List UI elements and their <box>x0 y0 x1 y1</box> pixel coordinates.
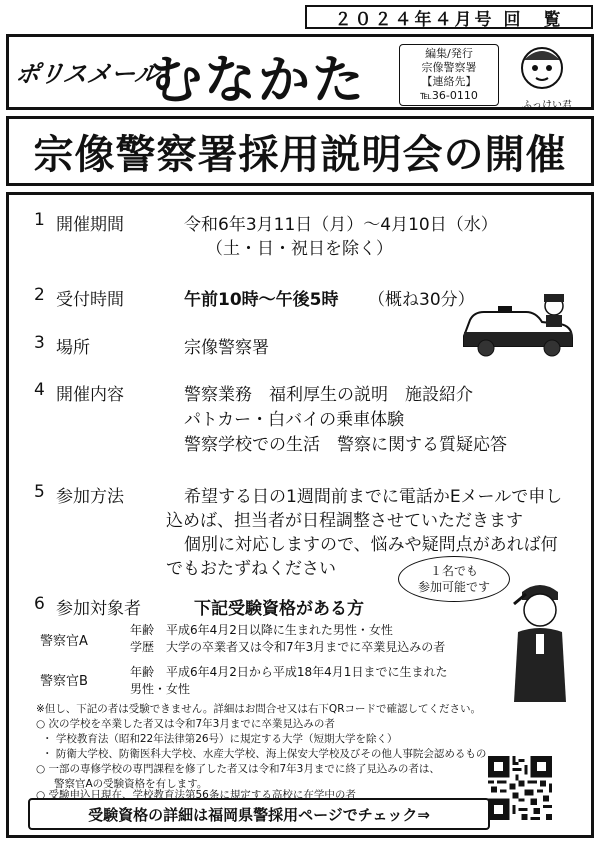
item-label: 場所 <box>56 338 90 358</box>
patrol-car-icon <box>460 284 580 360</box>
issue-banner: ２０２４年４月号 回 覧 <box>305 5 593 29</box>
item-label: 開催内容 <box>56 385 124 405</box>
footer-banner[interactable]: 受験資格の詳細は福岡県警採用ページでチェック⇒ <box>28 798 490 830</box>
note-line: 警察官Aの受験資格を有します。 <box>54 778 208 790</box>
note-line: ・ 学校教育法（昭和22年法律第26号）に規定する大学（短期大学を除く） <box>42 733 398 745</box>
item-number: 5 <box>34 482 45 502</box>
item-label: 受付時間 <box>56 290 124 310</box>
item-value: でもおたずねください <box>166 559 336 579</box>
item-value: 下記受験資格がある方 <box>194 599 364 619</box>
item-value: 込めば、担当者が日程調整させていただきます <box>166 511 523 531</box>
officer-b-detail: 年齢 平成6年4月2日から平成18年4月1日までに生まれた <box>130 665 448 679</box>
officer-a-label: 警察官A <box>40 634 88 649</box>
item-value: パトカー・白バイの乗車体験 <box>184 410 405 430</box>
officer-b-label: 警察官B <box>40 674 88 689</box>
item-label: 参加対象者 <box>56 599 141 619</box>
item-label: 開催期間 <box>56 215 124 235</box>
note-line: ○ 次の学校を卒業した者又は令和7年3月までに卒業見込みの者 <box>36 718 335 730</box>
note-line: ○ 一部の専修学校の専門課程を修了した者又は令和7年3月までに終了見込みの者は、 <box>36 763 440 775</box>
item-value: 警察学校での生活 警察に関する質疑応答 <box>184 435 507 455</box>
brand-subtitle: ポリスメール <box>13 60 161 88</box>
officer-a-detail: 年齢 平成6年4月2日以降に生まれた男性・女性 <box>130 623 393 637</box>
note-line: ○ 受験申込日現在、学校教育法第56条に規定する高校に在学中の者 <box>36 789 356 801</box>
speech-bubble <box>398 556 510 602</box>
publisher-line: 宗像警察署 <box>421 61 477 74</box>
item-number: 1 <box>34 210 45 230</box>
publisher-line: ℡36-0110 <box>420 89 478 102</box>
item-value: 宗像警察署 <box>184 338 269 358</box>
publisher-info <box>399 44 499 106</box>
bubble-line: 参加可能です <box>417 580 490 594</box>
mascot-icon <box>516 40 568 92</box>
brand-title: むなかた <box>150 51 367 111</box>
bubble-line: １名でも <box>429 564 478 578</box>
item-value: （概ね30分） <box>368 290 475 310</box>
qr-code-icon[interactable] <box>488 756 552 820</box>
item-value: 個別に対応しますので、悩みや疑問点があれば何 <box>184 535 558 555</box>
item-number: 3 <box>34 333 45 353</box>
item-number: 2 <box>34 285 45 305</box>
mascot-name: ふっけい君 <box>522 100 572 111</box>
officer-a-detail: 学歴 大学の卒業者又は令和7年3月までに卒業見込みの者 <box>130 640 446 654</box>
publisher-line: 【連絡先】 <box>421 75 477 88</box>
police-officer-icon <box>500 574 580 704</box>
item-number: 6 <box>34 594 45 614</box>
publisher-line: 編集/発行 <box>425 47 473 60</box>
note-line: ※但し、下記の者は受験できません。詳細はお問合せ又は右下QRコードで確認してください。 <box>36 703 481 715</box>
item-value: 警察業務 福利厚生の説明 施設紹介 <box>184 385 473 405</box>
item-value: （土・日・祝日を除く） <box>206 239 393 259</box>
officer-b-detail: 男性・女性 <box>130 682 191 696</box>
item-number: 4 <box>34 380 45 400</box>
item-label: 参加方法 <box>56 487 124 507</box>
item-value: 希望する日の1週間前までに電話かEメールで申し <box>184 487 563 507</box>
item-value: 令和6年3月11日（月）～4月10日（水） <box>184 215 498 235</box>
note-line: ・ 防衛大学校、防衛医科大学校、水産大学校、海上保安大学校及びその他人事院会認めるもの <box>42 748 487 760</box>
item-value: 午前10時～午後5時 <box>184 290 339 310</box>
page-title: 宗像警察署採用説明会の開催 <box>6 116 594 186</box>
